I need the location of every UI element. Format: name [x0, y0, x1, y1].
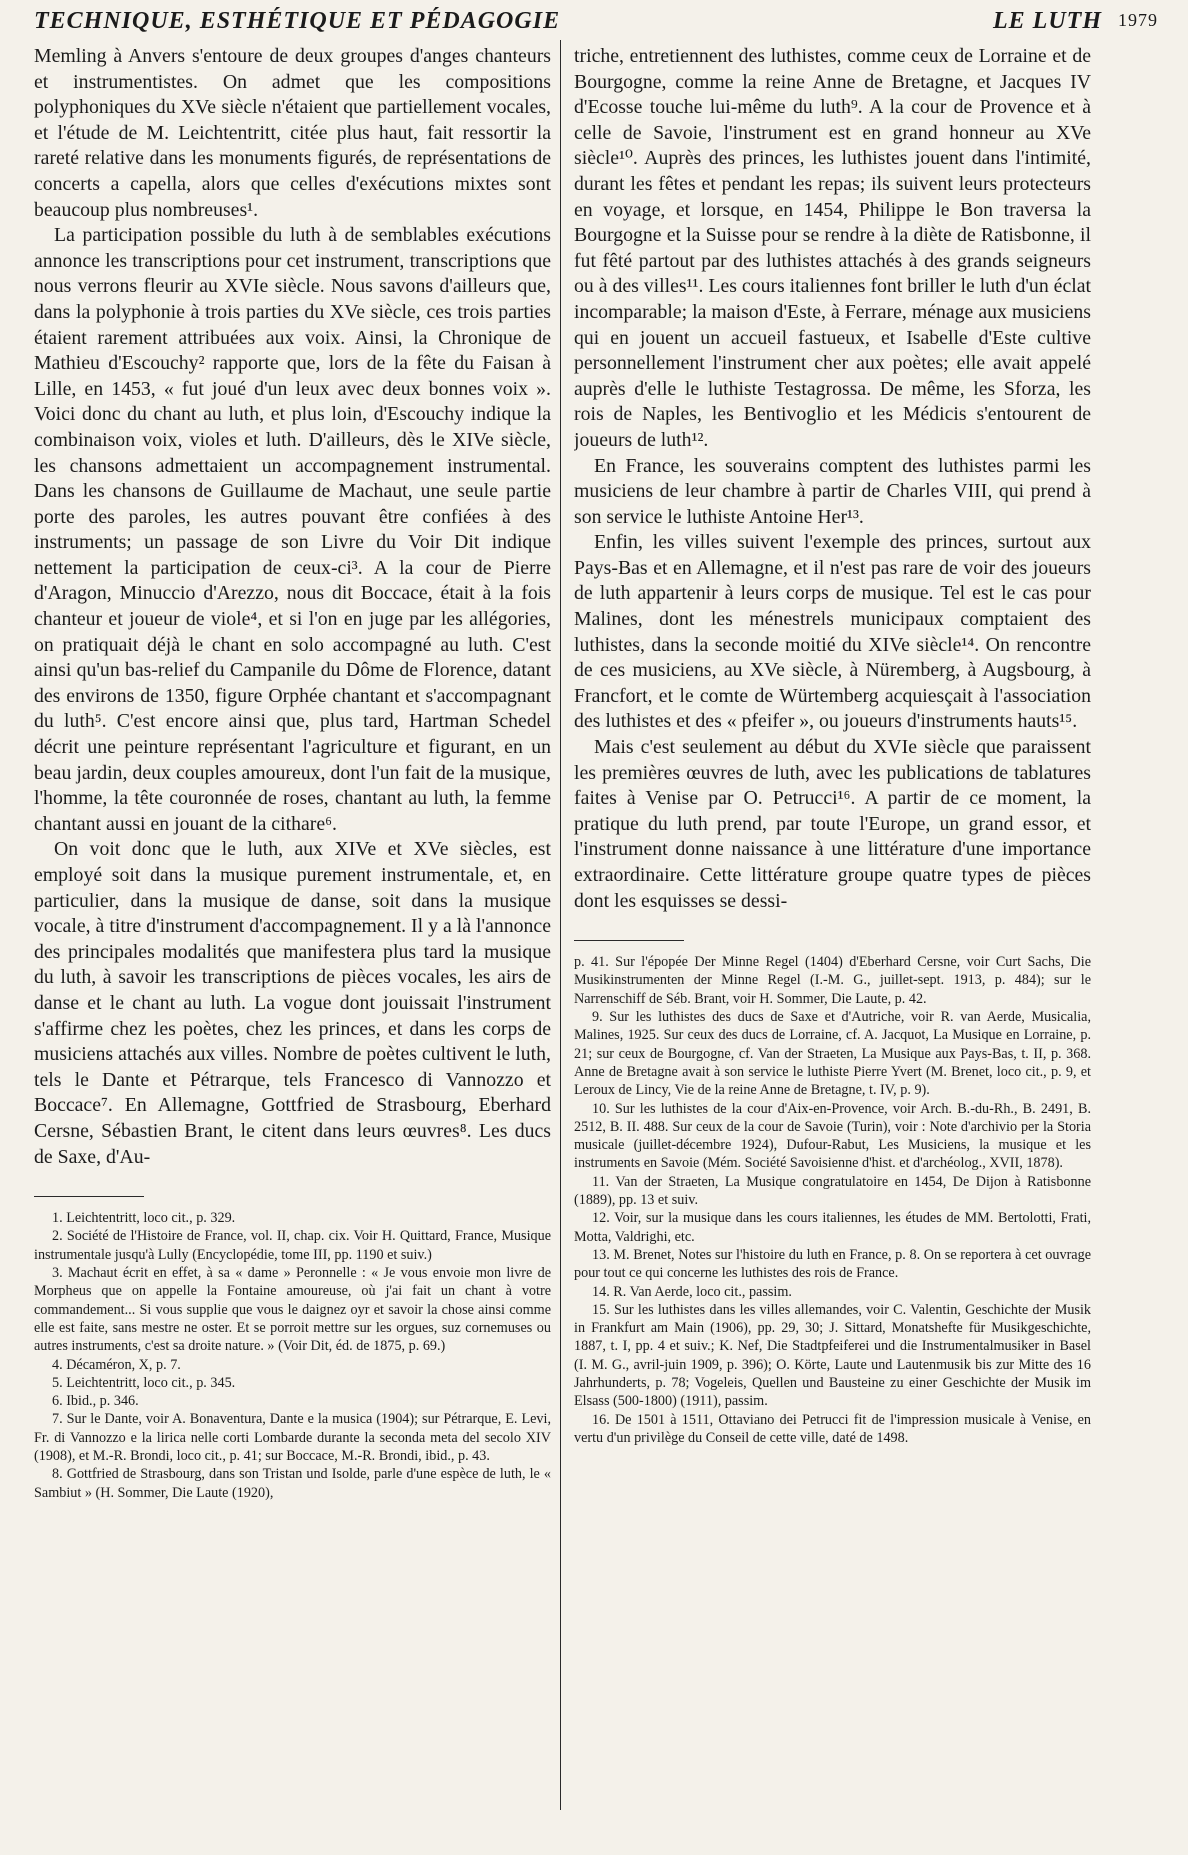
footnote: 6. Ibid., p. 346.	[52, 1393, 139, 1410]
footnote: p. 41. Sur l'épopée Der Minne Regel (1404) d'Eberhard Cersne, voir Curt Sachs, Die Musikinstrumenten der Minne Regel (I.-M. G., juillet-sept. 1913, p. 484); sur le Narrenschiff de Séb. Brant, voir H. Sommer, Die Laute, p. 42.	[574, 954, 1091, 1007]
footnote: 16. De 1501 à 1511, Ottaviano dei Petrucci fit de l'impression musicale à Venise, en vertu d'un privilège du Conseil de cette ville, daté de 1498.	[574, 1411, 1091, 1446]
column-divider	[560, 40, 561, 1810]
footnote: 12. Voir, sur la musique dans les cours italiennes, les études de MM. Bertolotti, Frati, Motta, Valdrighi, etc.	[574, 1210, 1091, 1245]
paragraph: triche, entretiennent des luthistes, comme ceux de Lorraine et de Bourgogne, comme la reine Anne de Bretagne, et Jacques IV d'Ecosse touche lui-même du luth⁹. A la cour de Provence et à celle de Savoie, l'instrument est en grand honneur au XVe siècle¹⁰. Auprès des princes, les luthistes jouent dans l'intimité, durant les fêtes et pendant les repas; ils suivent leurs protecteurs en voyage, et lorsque, en 1454, Philippe le Bon traversa la Bourgogne et la Suisse pour se rendre à la diète de Ratisbonne, il fut fêté partout par des luthistes attachés à des grands seigneurs ou à des villes¹¹. Les cours italiennes font briller le luth d'un éclat incomparable; la maison d'Este, à Ferrare, ménage aux musiciens qui en jouent un accueil fastueux, et Isabelle d'Este cultive personnellement l'instrument cher aux poètes; elle avait appelé auprès d'elle le luthiste Testagrossa. De même, les Sforza, les rois de Naples, les Bentivoglio et les Médicis s'entourent de joueurs de luth¹².	[574, 45, 1091, 451]
right-body-text	[574, 44, 1091, 914]
paragraph: On voit donc que le luth, aux XIVe et XVe siècles, est employé soit dans la musique purement instrumentale, et, en particulier, dans la musique de danse, soit dans la musique vocale, à titre d'instrument d'accompagnement. Il y a là l'annonce des principales modalités que manifestera plus tard la musique du luth, à savoir les transcriptions de pièces vocales, les airs de danse et le chant au luth. La vogue dont jouissait l'instrument s'affirme chez les poètes, chez les princes, et dans les corps de musiciens attachés aux villes. Nombre de poètes cultivent le luth, tels le Dante et Pétrarque, tels Francesco di Vannozzo et Boccace⁷. En Allemagne, Gottfried de Strasbourg, Eberhard Cersne, Sébastien Brant, le citent dans leurs œuvres⁸. Les ducs de Saxe, d'Au-	[34, 838, 551, 1168]
footnote-separator	[574, 940, 684, 941]
running-head-title: LE LUTH	[993, 8, 1102, 34]
footnote: 10. Sur les luthistes de la cour d'Aix-en-Provence, voir Arch. B.-du-Rh., B. 2491, B. 2512, B. II. 488. Sur ceux de la cour de Savoie (Turin), voir : Note d'archivio per la Storia musicale (juillet-décembre 1924), Dufour-Rabut, Les Musiciens, la musique et les instruments en Savoie (Mém. Société Savoisienne d'hist. et d'archéolog., XVII, 1878).	[574, 1100, 1091, 1172]
left-column	[34, 44, 551, 1844]
running-head-section: TECHNIQUE, ESTHÉTIQUE ET PÉDAGOGIE	[34, 8, 561, 34]
footnote-separator	[34, 1196, 144, 1197]
footnote: 15. Sur les luthistes dans les villes allemandes, voir C. Valentin, Geschichte der Musik in Frankfurt am Main (1906), pp. 29, 30; J. Sittard, Monatshefte für Musikgeschichte, 1887, t. I, pp. 4 et suiv.; K. Nef, Die Stadtpfeiferei und die Instrumentalmusiker in Basel (I. M. G., avril-juin 1909, p. 396); O. Körte, Laute und Lautenmusik bis zur Mitte des 16 Jahrhunderts, p. 78; Vogeleis, Quellen und Bausteine zu einer Geschichte der Musik im Elsass (500-1800) (1911), passim.	[574, 1301, 1091, 1410]
page-number: 1979	[1118, 10, 1158, 30]
footnote: 2. Société de l'Histoire de France, vol. II, chap. cix. Voir H. Quittard, France, Musique instrumentale jusqu'à Lully (Encyclopédie, tome III, pp. 1190 et suiv.)	[34, 1228, 551, 1263]
footnote: 14. R. Van Aerde, loco cit., passim.	[592, 1283, 792, 1300]
left-footnotes	[34, 1209, 551, 1502]
paragraph: En France, les souverains comptent des luthistes parmi les musiciens de leur chambre à partir de Charles VIII, qui prend à son service le luthiste Antoine Her¹³.	[574, 454, 1091, 528]
footnote: 8. Gottfried de Strasbourg, dans son Tristan und Isolde, parle d'une espèce de luth, le « Sambiut » (H. Sommer, Die Laute (1920),	[34, 1466, 551, 1501]
running-head	[34, 8, 1158, 36]
footnote: 3. Machaut écrit en effet, à sa « dame » Peronnelle : « Je vous envoie mon livre de Morpheus que on appelle la Fontaine amoureuse, où j'ai fait un chant à votre commandement... Si vous supplie que vous le daignez oyr et savoir la chose ainsi comme elle est faite, sans mestre ne oster. Et se porroit mettre sur les orgues, suz cornemuses ou autres instruments, c'est sa droite nature. » (Voir Dit, éd. de 1875, p. 69.)	[34, 1265, 551, 1355]
paragraph: Enfin, les villes suivent l'exemple des princes, surtout aux Pays-Bas et en Allemagne, et il n'est pas rare de voir des joueurs de luth appartenir à leurs corps de musique. Tel est le cas pour Malines, dont les ménestrels municipaux comptaient des luthistes, dans la seconde moitié du XIVe siècle¹⁴. On rencontre de ces musiciens, au XVe siècle, à Nüremberg, à Augsbourg, à Francfort, et le comte de Würtemberg acquiesçait à l'association des luthistes et des « pfeifer », ou joueurs d'instruments hauts¹⁵.	[574, 531, 1091, 733]
footnote: 4. Décaméron, X, p. 7.	[52, 1356, 181, 1373]
left-body-text	[34, 44, 551, 1170]
right-footnotes	[574, 953, 1091, 1447]
footnote: 1. Leichtentritt, loco cit., p. 329.	[52, 1210, 236, 1227]
paragraph: Memling à Anvers s'entoure de deux groupes d'anges chanteurs et instrumentistes. On admet que les compositions polyphoniques du XVe siècle n'étaient que partiellement vocales, et l'étude de M. Leichtentritt, citée plus haut, fait ressortir la rareté relative dans les monuments figurés, de représentations de concerts a capella, alors que celles d'exécutions mixtes sont beaucoup plus nombreuses¹.	[34, 45, 551, 221]
footnote: 11. Van der Straeten, La Musique congratulatoire en 1454, De Dijon à Ratisbonne (1889), pp. 13 et suiv.	[574, 1173, 1091, 1209]
right-column	[574, 44, 1091, 1844]
footnote: 5. Leichtentritt, loco cit., p. 345.	[52, 1374, 236, 1391]
footnote: 9. Sur les luthistes des ducs de Saxe et d'Autriche, voir R. van Aerde, Musicalia, Malines, 1925. Sur ceux des ducs de Lorraine, cf. A. Jacquot, La Musique en Lorraine, p. 21; sur ceux de Bourgogne, cf. Van der Straeten, La Musique aux Pays-Bas, t. II, p. 368. Anne de Bretagne avait à son service le luthiste Pierre Yvert (M. Brenet, loco cit., p. 9, et Leroux de Lincy, Vie de la reine Anne de Bretagne, t. IV, p. 9).	[574, 1009, 1091, 1099]
paragraph: Mais c'est seulement au début du XVIe siècle que paraissent les premières œuvres de luth, avec les publications de tablatures faites à Venise par O. Petrucci¹⁶. A partir de ce moment, la pratique du luth prend, par toute l'Europe, un grand essor, et l'instrument donne naissance à une littérature d'une importance extraordinaire. Cette littérature groupe quatre types de pièces dont les esquisses se dessi-	[574, 736, 1091, 912]
footnote: 7. Sur le Dante, voir A. Bonaventura, Dante e la musica (1904); sur Pétrarque, E. Levi, Fr. di Vannozzo e la lirica nelle corti Lombarde durante la seconda meta del secolo XIV (1908), et M.-R. Brondi, loco cit., p. 41; sur Boccace, M.-R. Brondi, ibid., p. 43.	[34, 1411, 551, 1464]
footnote: 13. M. Brenet, Notes sur l'histoire du luth en France, p. 8. On se reportera à cet ouvrage pour tout ce qui concerne les luthistes des rois de France.	[574, 1246, 1091, 1282]
paragraph: La participation possible du luth à de semblables exécutions annonce les transcriptions pour cet instrument, transcriptions que nous verrons fleurir au XVIe siècle. Nous savons d'ailleurs que, dans la polyphonie à trois parties du XVe siècle, ces trois parties étaient rarement attribuées aux voix. Ainsi, la Chronique de Mathieu d'Escouchy² rapporte que, lors de la fête du Faisan à Lille, en 1453, « fut joué d'un leux avec deux bonnes voix ». Voici donc du chant au luth, et plus loin, d'Escouchy indique la combinaison voix, violes et luth. D'ailleurs, dès le XIVe siècle, les chansons admettaient un accompagnement instrumental. Dans les chansons de Guillaume de Machaut, une seule partie porte des paroles, les autres pouvant être confiées à des instruments; un passage de son Livre du Voir Dit indique nettement la participation de ceux-ci³. A la cour de Pierre d'Aragon, Minuccio d'Arezzo, nous dit Boccace, était à la fois chanteur et joueur de viole⁴, et si l'on en juge par les allégories, on pratiquait déjà le chant en solo accompagné au luth. C'est ainsi qu'un bas-relief du Campanile du Dôme de Florence, datant des environs de 1350, figure Orphée chantant et s'accompagnant du luth⁵. C'est encore ainsi que, plus tard, Hartman Schedel décrit une peinture représentant l'agriculture et figurant, en un beau jardin, deux couples amoureux, dont l'un fait de la musique, l'homme, la tête couronnée de roses, chantant au luth, la femme chantant aussi en jouant de la cithare⁶.	[34, 224, 551, 835]
